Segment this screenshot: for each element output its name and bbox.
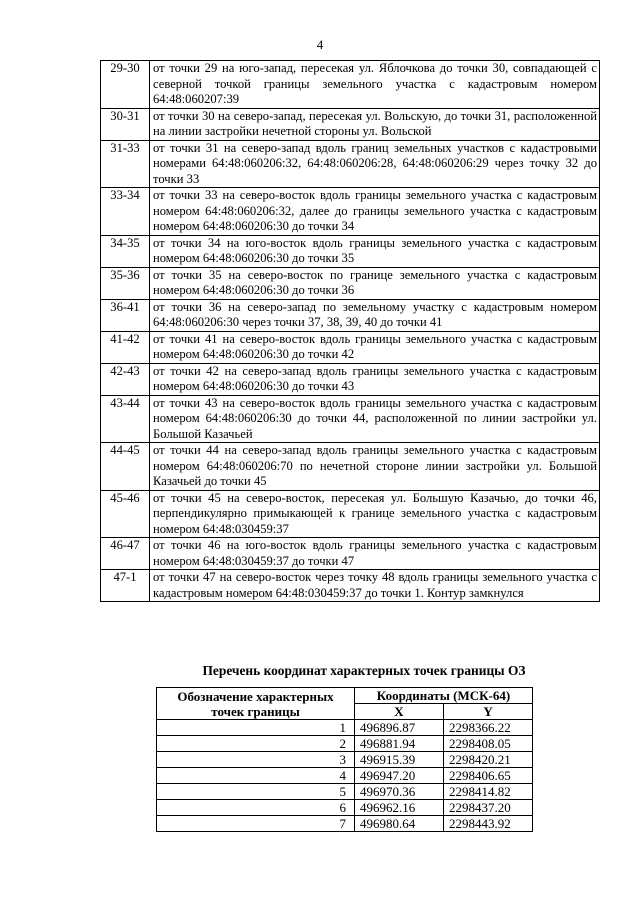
segment-code: 33-34 [101, 188, 150, 236]
table-row [157, 752, 533, 768]
segment-description: от точки 31 на северо-запад вдоль границ земельных участков с кадастровыми номерами 64:48:060206:32, 64:48:060206:28, 64:48:060206:29 через точку 32 до точки 33 [150, 140, 600, 188]
x-coordinate: 496947.20 [355, 768, 444, 784]
table-row [157, 816, 533, 832]
segment-description: от точки 44 на северо-запад вдоль границы земельного участка с кадастровым номером 64:48:060206:70 по нечетной стороне линии застройки ул. Большой Казачьей до точки 45 [150, 443, 600, 491]
segment-code: 34-35 [101, 235, 150, 267]
segment-description: от точки 30 на северо-запад, пересекая ул. Вольскую, до точки 31, расположенной на линии застройки нечетной стороны ул. Вольской [150, 108, 600, 140]
x-coordinate: 496962.16 [355, 800, 444, 816]
table-row [157, 784, 533, 800]
segment-description: от точки 42 на северо-запад вдоль границы земельного участка с кадастровым номером 64:48:060206:30 до точки 43 [150, 363, 600, 395]
table-row [101, 61, 600, 109]
x-coordinate: 496915.39 [355, 752, 444, 768]
y-coordinate: 2298443.92 [444, 816, 533, 832]
segment-code: 45-46 [101, 490, 150, 538]
table-row [101, 443, 600, 491]
segment-code: 31-33 [101, 140, 150, 188]
segment-description: от точки 35 на северо-восток по границе земельного участка с кадастровым номером 64:48:060206:30 до точки 36 [150, 267, 600, 299]
segment-code: 30-31 [101, 108, 150, 140]
table-row [101, 331, 600, 363]
table-row [157, 720, 533, 736]
segment-description: от точки 43 на северо-восток вдоль границы земельного участка с кадастровым номером 64:48:060206:30 до точки 44, расположенной по линии застройки ул. Большой Казачьей [150, 395, 600, 443]
x-coordinate: 496896.87 [355, 720, 444, 736]
segment-code: 29-30 [101, 61, 150, 109]
point-number: 7 [157, 816, 355, 832]
boundary-segments-table [100, 60, 600, 602]
segment-description: от точки 47 на северо-восток через точку 48 вдоль границы земельного участка с кадастровым номером 64:48:030459:37 до точки 1. Контур замкнулся [150, 570, 600, 602]
header-point-designation: Обозначение характерных точек границы [157, 688, 355, 720]
point-number: 3 [157, 752, 355, 768]
table-row [101, 395, 600, 443]
header-x: X [355, 704, 444, 720]
segment-description: от точки 33 на северо-восток вдоль границы земельного участка с кадастровым номером 64:48:060206:32, далее до границы земельного участка с кадастровым номером 64:48:060206:30 до точки 34 [150, 188, 600, 236]
header-y: Y [444, 704, 533, 720]
point-number: 2 [157, 736, 355, 752]
table-row [101, 363, 600, 395]
y-coordinate: 2298366.22 [444, 720, 533, 736]
point-number: 1 [157, 720, 355, 736]
table-row [101, 140, 600, 188]
x-coordinate: 496881.94 [355, 736, 444, 752]
y-coordinate: 2298414.82 [444, 784, 533, 800]
table-row [101, 188, 600, 236]
y-coordinate: 2298437.20 [444, 800, 533, 816]
table-row [101, 299, 600, 331]
segment-code: 44-45 [101, 443, 150, 491]
segment-code: 42-43 [101, 363, 150, 395]
y-coordinate: 2298420.21 [444, 752, 533, 768]
segment-code: 43-44 [101, 395, 150, 443]
segment-code: 35-36 [101, 267, 150, 299]
table-row [101, 235, 600, 267]
table-row [157, 768, 533, 784]
page-number: 4 [316, 37, 324, 52]
x-coordinate: 496980.64 [355, 816, 444, 832]
segment-description: от точки 41 на северо-восток вдоль границы земельного участка с кадастровым номером 64:48:060206:30 до точки 42 [150, 331, 600, 363]
y-coordinate: 2298406.65 [444, 768, 533, 784]
x-coordinate: 496970.36 [355, 784, 444, 800]
segment-description: от точки 29 на юго-запад, пересекая ул. Яблочкова до точки 30, совпадающей с северной точкой границы земельного участка с кадастровым номером 64:48:060207:39 [150, 61, 600, 109]
segment-description: от точки 46 на юго-восток вдоль границы земельного участка с кадастровым номером 64:48:030459:37 до точки 47 [150, 538, 600, 570]
y-coordinate: 2298408.05 [444, 736, 533, 752]
segment-description: от точки 36 на северо-запад по земельному участку с кадастровым номером 64:48:060206:30 через точки 37, 38, 39, 40 до точки 41 [150, 299, 600, 331]
point-number: 5 [157, 784, 355, 800]
segment-description: от точки 45 на северо-восток, пересекая ул. Большую Казачью, до точки 46, перпендикулярно примыкающей к границе земельного участка с кадастровым номером 64:48:030459:37 [150, 490, 600, 538]
segment-code: 46-47 [101, 538, 150, 570]
table-row [101, 267, 600, 299]
table-row [101, 570, 600, 602]
segment-description: от точки 34 на юго-восток вдоль границы земельного участка с кадастровым номером 64:48:060206:30 до точки 35 [150, 235, 600, 267]
table-row [157, 800, 533, 816]
segment-code: 41-42 [101, 331, 150, 363]
segment-code: 47-1 [101, 570, 150, 602]
table-row [101, 490, 600, 538]
table-row [157, 736, 533, 752]
table-row [101, 538, 600, 570]
point-number: 4 [157, 768, 355, 784]
header-coordinates: Координаты (МСК-64) [355, 688, 533, 704]
table-row [101, 108, 600, 140]
coordinates-table [156, 687, 533, 832]
coords-section-title: Перечень координат характерных точек границы ОЗ [202, 663, 526, 678]
point-number: 6 [157, 800, 355, 816]
segment-code: 36-41 [101, 299, 150, 331]
